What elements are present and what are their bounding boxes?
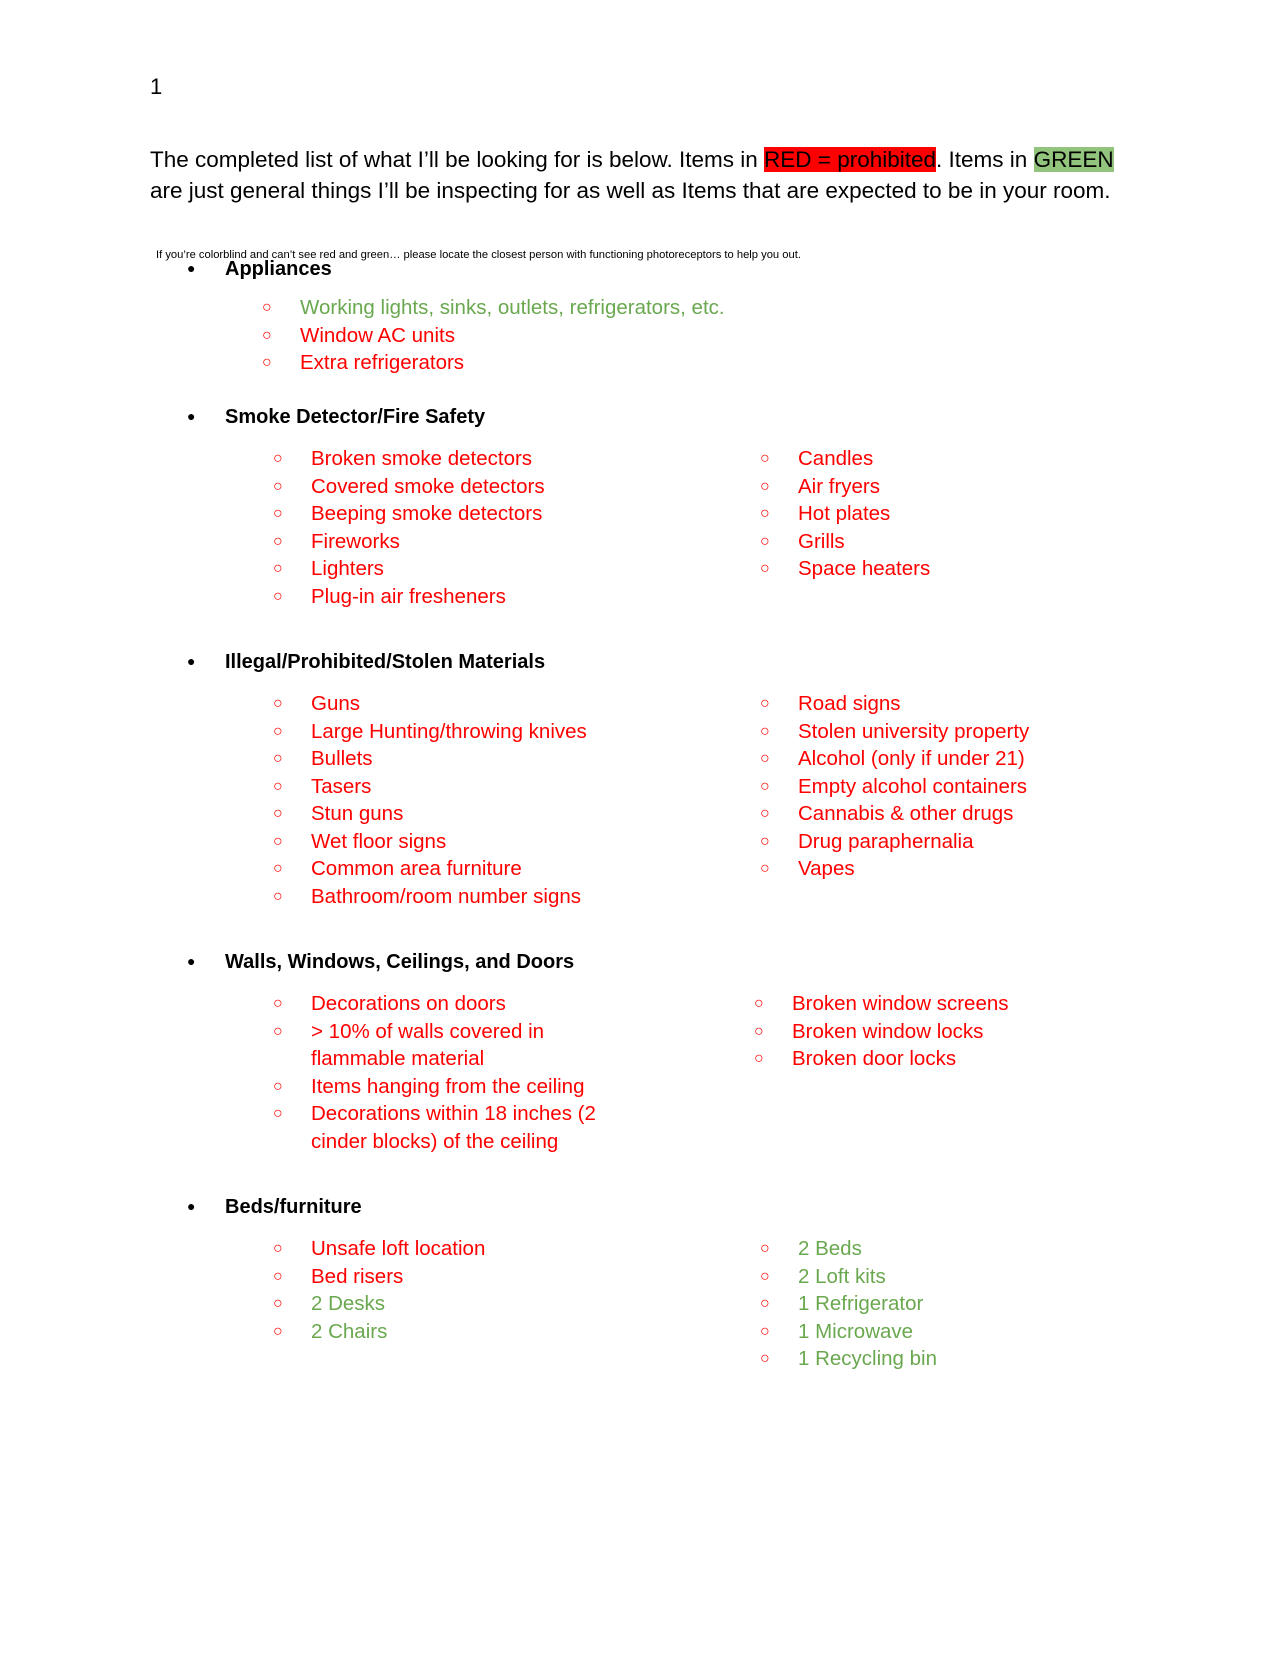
- list-item: [754, 1045, 1009, 1073]
- list-item-text: Covered smoke detectors: [311, 474, 545, 498]
- circle-bullet-icon: ○: [760, 505, 770, 522]
- list-item: [760, 500, 930, 528]
- list-item-text: Stolen university property: [798, 719, 1030, 743]
- list-item: [273, 690, 587, 718]
- list-item: [760, 1263, 937, 1291]
- section-title: Smoke Detector/Fire Safety: [225, 406, 486, 428]
- intro-text-3: are just general things I’ll be inspecting for as well as Items that are expected to be in your room.: [150, 177, 1111, 203]
- list-item-text: Tasers: [311, 774, 372, 798]
- list-item: [273, 773, 587, 801]
- list-item-text: Unsafe loft location: [311, 1237, 486, 1260]
- list-item-text: Cannabis & other drugs: [798, 802, 1014, 825]
- list-item: [273, 745, 587, 773]
- list-item: [273, 528, 545, 556]
- list-item-text: Common area furniture: [311, 857, 522, 880]
- list-item: [760, 473, 930, 501]
- list-item-text: Broken window locks: [792, 1019, 984, 1043]
- circle-bullet-icon: ○: [273, 722, 283, 740]
- list-item-text: 1 Microwave: [798, 1319, 914, 1343]
- list-item: [760, 718, 1029, 746]
- list-item-text: Road signs: [798, 692, 901, 715]
- page-number: 1: [150, 74, 163, 99]
- list-item-text: Decorations within 18 inches (2 cinder blocks) of the ceiling: [311, 1102, 596, 1153]
- list-item: [273, 1263, 485, 1291]
- list-item: [273, 583, 545, 611]
- section-heading-appliances: [187, 258, 332, 281]
- list-item: [273, 555, 545, 583]
- circle-bullet-icon: ○: [273, 777, 283, 795]
- colorblind-note: If you’re colorblind and can’t see red and green… please locate the closest person with functioning photoreceptors to help you out.: [156, 249, 801, 261]
- list-item-text: Bullets: [311, 747, 373, 770]
- intro-text-2: . Items in: [936, 147, 1034, 172]
- section-heading-smoke: [187, 406, 485, 429]
- circle-bullet-icon: ○: [760, 1322, 770, 1340]
- circle-bullet-icon: ○: [273, 532, 283, 550]
- section-title: Walls, Windows, Ceilings, and Doors: [225, 951, 575, 973]
- list-item-text: Beeping smoke detectors: [311, 502, 543, 525]
- circle-bullet-icon: ○: [754, 995, 764, 1012]
- list-item: [760, 773, 1029, 801]
- circle-bullet-icon: ○: [273, 695, 283, 712]
- list-item: [273, 1318, 485, 1346]
- list-item: [273, 1100, 628, 1155]
- list-item: [760, 555, 930, 583]
- list-item-text: Extra refrigerators: [300, 351, 465, 374]
- circle-bullet-icon: ○: [754, 1022, 764, 1040]
- list-item-text: Bed risers: [311, 1264, 404, 1288]
- section-title: Beds/furniture: [225, 1196, 362, 1218]
- circle-bullet-icon: ○: [273, 1022, 283, 1040]
- circle-bullet-icon: ○: [273, 1077, 283, 1095]
- circle-bullet-icon: ○: [760, 1240, 770, 1257]
- list-item-text: Empty alcohol containers: [798, 774, 1028, 798]
- smoke-list-right: [760, 445, 930, 583]
- list-item-text: Stun guns: [311, 802, 404, 825]
- circle-bullet-icon: ○: [760, 805, 770, 822]
- walls-list-left: [273, 990, 628, 1155]
- circle-bullet-icon: ○: [760, 832, 770, 850]
- list-item: [754, 990, 1009, 1018]
- list-item: [760, 1318, 937, 1346]
- circle-bullet-icon: ○: [262, 326, 272, 344]
- list-item-text: Large Hunting/throwing knives: [311, 719, 587, 743]
- circle-bullet-icon: ○: [760, 477, 770, 495]
- list-item-text: 2 Desks: [311, 1292, 386, 1315]
- bullet-icon: ●: [187, 653, 196, 669]
- list-item: [273, 1073, 628, 1101]
- list-item: [273, 828, 587, 856]
- list-item-text: Broken door locks: [792, 1047, 957, 1070]
- list-item-text: Grills: [798, 529, 845, 553]
- list-item-text: Window AC units: [300, 323, 455, 347]
- list-item: [273, 883, 587, 911]
- intro-text-1: The completed list of what I’ll be looking for is below. Items in: [150, 147, 765, 172]
- list-item-text: 2 Loft kits: [798, 1264, 886, 1288]
- list-item-text: 1 Refrigerator: [798, 1292, 924, 1315]
- circle-bullet-icon: ○: [273, 587, 283, 605]
- list-item: [754, 1018, 1009, 1046]
- circle-bullet-icon: ○: [273, 505, 283, 522]
- list-item: [760, 1290, 937, 1318]
- list-item-text: Guns: [311, 692, 360, 715]
- list-item-text: Items hanging from the ceiling: [311, 1074, 585, 1098]
- circle-bullet-icon: ○: [760, 777, 770, 795]
- list-item-text: Lighters: [311, 557, 384, 580]
- bullet-icon: ●: [187, 953, 196, 969]
- beds-list-left: [273, 1235, 485, 1345]
- smoke-list-left: [273, 445, 545, 610]
- circle-bullet-icon: ○: [273, 1240, 283, 1257]
- list-item-text: Broken window screens: [792, 992, 1009, 1015]
- list-item-text: Bathroom/room number signs: [311, 884, 582, 908]
- walls-list-right: [754, 990, 1009, 1073]
- list-item: [273, 718, 587, 746]
- beds-list-right: [760, 1235, 937, 1373]
- list-item: [273, 800, 587, 828]
- list-item: [760, 445, 930, 473]
- list-item: [273, 1290, 485, 1318]
- list-item-text: 2 Chairs: [311, 1319, 388, 1343]
- list-item-text: Candles: [798, 447, 874, 470]
- red-legend-highlight: RED = prohibited: [764, 147, 937, 172]
- circle-bullet-icon: ○: [760, 1267, 770, 1285]
- circle-bullet-icon: ○: [273, 887, 283, 905]
- list-item-text: Vapes: [798, 857, 855, 880]
- circle-bullet-icon: ○: [273, 860, 283, 877]
- circle-bullet-icon: ○: [273, 477, 283, 495]
- section-heading-beds: [187, 1196, 362, 1219]
- circle-bullet-icon: ○: [273, 995, 283, 1012]
- circle-bullet-icon: ○: [273, 560, 283, 577]
- list-item: [760, 800, 1029, 828]
- list-item: [262, 322, 725, 350]
- list-item: [273, 445, 545, 473]
- list-item: [273, 1018, 628, 1073]
- list-item-text: Space heaters: [798, 557, 931, 580]
- list-item: [273, 1235, 485, 1263]
- list-item-text: 2 Beds: [798, 1237, 862, 1260]
- circle-bullet-icon: ○: [273, 1295, 283, 1312]
- section-title: Illegal/Prohibited/Stolen Materials: [225, 651, 546, 673]
- list-item: [262, 349, 725, 377]
- intro-paragraph: [150, 145, 1130, 206]
- list-item-text: Drug paraphernalia: [798, 829, 974, 853]
- list-item: [760, 1345, 937, 1373]
- circle-bullet-icon: ○: [760, 860, 770, 877]
- circle-bullet-icon: ○: [760, 450, 770, 467]
- bullet-icon: ●: [187, 408, 196, 424]
- section-title: Appliances: [225, 258, 332, 280]
- circle-bullet-icon: ○: [760, 1295, 770, 1312]
- circle-bullet-icon: ○: [273, 1267, 283, 1285]
- list-item: [273, 855, 587, 883]
- section-heading-walls: [187, 951, 574, 974]
- list-item-text: Working lights, sinks, outlets, refrigerators, etc.: [300, 296, 725, 319]
- list-item-text: Plug-in air fresheners: [311, 584, 506, 608]
- list-item-text: Alcohol (only if under 21): [798, 747, 1025, 770]
- appliances-list: [262, 294, 725, 377]
- list-item-text: > 10% of walls covered in flammable material: [311, 1019, 545, 1070]
- circle-bullet-icon: ○: [273, 1105, 283, 1122]
- list-item-text: Air fryers: [798, 474, 880, 498]
- list-item-text: Broken smoke detectors: [311, 447, 533, 470]
- bullet-icon: ●: [187, 260, 196, 276]
- green-legend-highlight: GREEN: [1033, 147, 1114, 172]
- list-item: [760, 745, 1029, 773]
- list-item-text: Wet floor signs: [311, 829, 447, 853]
- bullet-icon: ●: [187, 1198, 196, 1214]
- list-item: [273, 473, 545, 501]
- list-item-text: 1 Recycling bin: [798, 1347, 938, 1370]
- circle-bullet-icon: ○: [273, 805, 283, 822]
- list-item-text: Hot plates: [798, 502, 891, 525]
- circle-bullet-icon: ○: [760, 560, 770, 577]
- section-heading-illegal: [187, 651, 545, 674]
- list-item-text: Fireworks: [311, 529, 400, 553]
- circle-bullet-icon: ○: [273, 832, 283, 850]
- circle-bullet-icon: ○: [760, 695, 770, 712]
- illegal-list-right: [760, 690, 1029, 883]
- circle-bullet-icon: ○: [273, 1322, 283, 1340]
- list-item: [760, 528, 930, 556]
- circle-bullet-icon: ○: [760, 722, 770, 740]
- list-item: [760, 690, 1029, 718]
- list-item: [760, 855, 1029, 883]
- circle-bullet-icon: ○: [760, 750, 770, 767]
- circle-bullet-icon: ○: [273, 450, 283, 467]
- list-item: [273, 500, 545, 528]
- circle-bullet-icon: ○: [760, 1350, 770, 1367]
- circle-bullet-icon: ○: [262, 354, 272, 371]
- circle-bullet-icon: ○: [760, 532, 770, 550]
- list-item: [760, 1235, 937, 1263]
- circle-bullet-icon: ○: [273, 750, 283, 767]
- illegal-list-left: [273, 690, 587, 910]
- list-item: [760, 828, 1029, 856]
- list-item: [273, 990, 628, 1018]
- list-item: [262, 294, 725, 322]
- list-item-text: Decorations on doors: [311, 992, 506, 1015]
- circle-bullet-icon: ○: [262, 299, 272, 316]
- circle-bullet-icon: ○: [754, 1050, 764, 1067]
